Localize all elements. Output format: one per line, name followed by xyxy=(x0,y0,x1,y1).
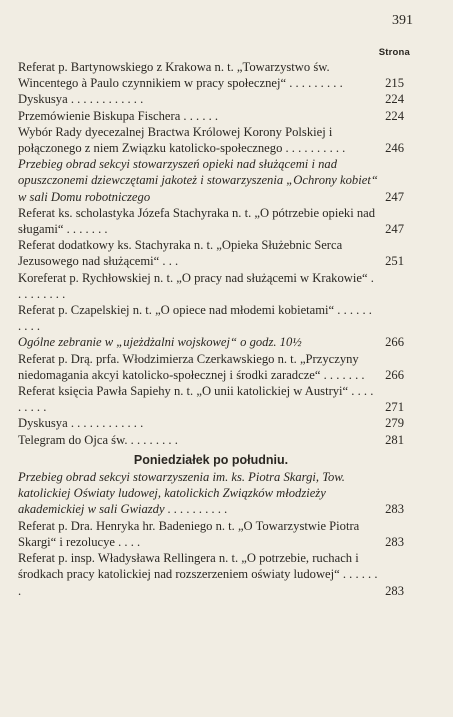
toc-entry-text: Referat dodatkowy ks. Stachyraka n. t. „Opieka Służebnic Serca Jezusowego nad służącemi“ . . . xyxy=(18,238,343,269)
page-column-label: Strona xyxy=(378,47,410,58)
toc-entry xyxy=(18,124,404,156)
toc-entry-text: Telegram do Ojca św. . . . . . . . . xyxy=(18,432,178,447)
toc-entry-text: Koreferat p. Rychłowskiej n. t. „O pracy nad służącemi w Krakowie“ . . . . . . . . . xyxy=(18,270,374,301)
toc-entry-page: 247 xyxy=(385,222,404,237)
toc-entry xyxy=(18,432,404,448)
toc-entry-text: Przemówienie Biskupa Fischera . . . . . . xyxy=(18,108,219,123)
toc-entry xyxy=(18,205,404,237)
toc-entry-page: 266 xyxy=(385,367,404,382)
toc-entry xyxy=(18,59,404,91)
toc-entry xyxy=(18,91,404,107)
toc-entry-text: Referat ks. scholastyka Józefa Stachyraka n. t. „O pótrzebie opieki nad sługami“ . . . . . . . xyxy=(18,205,376,237)
toc-entry-text: Dyskusya . . . . . . . . . . . . xyxy=(18,92,144,107)
toc-entry-page: 251 xyxy=(385,254,404,269)
toc-entry-page: 266 xyxy=(385,335,404,350)
toc-entry xyxy=(18,270,404,302)
toc-entry xyxy=(18,334,404,350)
toc-entry-text: Wybór Rady dyecezalnej Bractwa Królowej Korony Polskiej i połączonego z niem Związku katolicko-społecznego . . . . . . . . . . xyxy=(18,124,346,156)
section-heading: Poniedziałek po południu. xyxy=(133,452,289,467)
toc-entry-page: 215 xyxy=(385,76,404,91)
toc-entry xyxy=(18,469,404,518)
toc-entry xyxy=(18,415,404,431)
toc-entry xyxy=(18,156,404,205)
toc-entry xyxy=(18,302,404,334)
toc-entry-page: 271 xyxy=(385,400,404,415)
toc-entry xyxy=(18,550,404,599)
page-number: 391 xyxy=(392,13,413,28)
toc-entry-page: 283 xyxy=(385,502,404,517)
table-of-contents xyxy=(18,59,404,599)
toc-entry xyxy=(18,237,404,269)
toc-entry xyxy=(18,108,404,124)
toc-entry-page: 246 xyxy=(385,141,404,156)
toc-entry-page: 283 xyxy=(385,534,404,549)
toc-entry-page: 283 xyxy=(385,583,404,598)
toc-entry-page: 281 xyxy=(385,432,404,447)
toc-entry xyxy=(18,383,404,415)
toc-entry-text: Referat p. Dra. Henryka hr. Badeniego n. t. „O Towarzystwie Piotra Skargi“ i rezolucye . . . . xyxy=(18,518,360,549)
toc-entry-text: Referat p. insp. Władysława Rellingera n. t. „O potrzebie, ruchach i środkach pracy katolickiej nad rozszerzeniem oświaty ludowej“ . . . . . . . xyxy=(18,551,378,598)
toc-entry-page: 224 xyxy=(385,92,404,107)
toc-entry-page: 247 xyxy=(385,189,404,204)
toc-entry-text: Referat p. Czapelskiej n. t. „O opiece nad młodemi kobietami“ . . . . . . . . . . xyxy=(18,303,372,334)
toc-entry-text: Referat p. Drą. prfa. Włodzimierza Czerkawskiego n. t. „Przyczyny niedomagania akcyi katolicko-społecznej i środki zaradcze“ . . . . . . . xyxy=(18,351,365,382)
toc-entry xyxy=(18,351,404,383)
toc-entry-text: Przebieg obrad sekcyi stowarzyszenia im. ks. Piotra Skargi, Tow. katolickiej Oświaty ludowej, katolickich Związków młodzieży akademickiej w sali Gwiazdy . . . . . . . . . . xyxy=(18,470,345,517)
toc-entry-text: Referat p. Bartynowskiego z Krakowa n. t. „Towarzystwo św. Wincentego à Paulo czynnikiem w pracy społecznej“ . . . . . . . . . xyxy=(18,60,343,91)
toc-entry xyxy=(18,518,404,550)
toc-entry-text: Przebieg obrad sekcyi stowarzyszeń opieki nad służącemi i nad opuszczonemi dziewczętami jakoteż i stowarzyszenia „Ochrony kobiet“ w sali Domu robotniczego xyxy=(18,157,378,204)
toc-entry-text: Ogólne zebranie w „ujeżdżalni wojskowej“ o godz. 10½ xyxy=(18,335,302,350)
toc-entry-text: Referat księcia Pawła Sapiehy n. t. „O unii katolickiej w Austryi“ . . . . . . . . . xyxy=(18,384,374,415)
toc-entry-text: Dyskusya . . . . . . . . . . . . xyxy=(18,416,144,431)
toc-entry-page: 224 xyxy=(385,108,404,123)
toc-entry-page: 279 xyxy=(385,416,404,431)
